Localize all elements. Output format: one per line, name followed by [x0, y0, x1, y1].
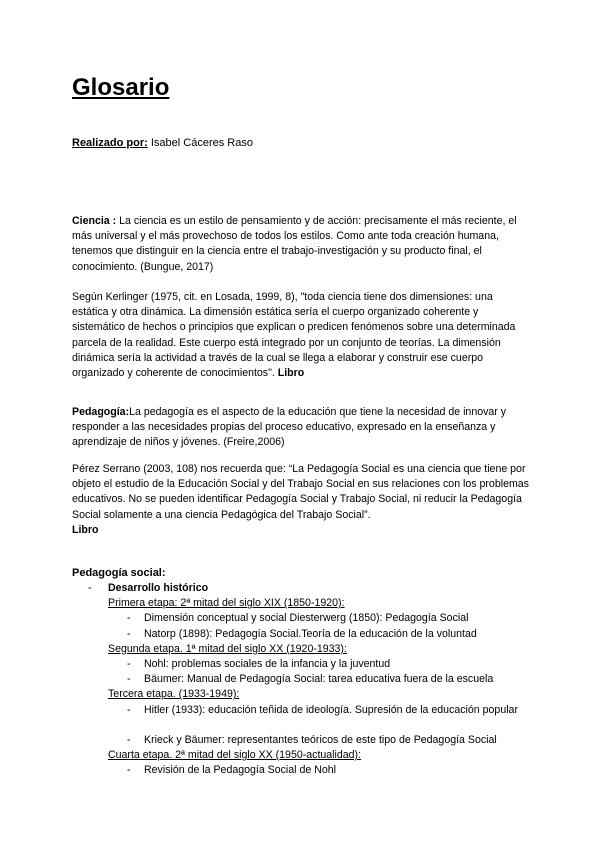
ciencia-quote-text: Según Kerlinger (1975, cit. en Losada, 1999, 8), "toda ciencia tiene dos dimensiones: una estática y otra dinámica. La dimensión estática sería el cuerpo organizado coherente y sistemático de hechos o principios que explican o predicen fenómenos sobre una determinada parcela de la realidad. Este cuerpo está integrado por un conjunto de teorías. La dimensión dinámica sería la actividad a través de la cual se llega a elaborar y construir ese cuerpo organizado y coherente de conocimientos". — [72, 291, 516, 380]
historical-development-heading: Desarrollo histórico — [108, 582, 209, 594]
pedagogia-definition-text: La pedagogía es el aspecto de la educación que tiene la necesidad de innovar y responder a las necesidades propias del proceso educativo, expresado en la enseñanza y aprendizaje de niños y jóvenes. (Freire,2006) — [72, 406, 507, 449]
stage-title: Primera etapa: 2ª mitad del siglo XIX (1850-1920): — [108, 597, 345, 610]
ciencia-quote — [72, 290, 532, 381]
list-dash: - — [127, 612, 131, 625]
author-label: Realizado por: — [72, 137, 148, 149]
list-item: - Nohl: problemas sociales de la infancia y la juventud — [72, 657, 542, 672]
ciencia-definition — [72, 214, 532, 275]
stage-title: Segunda etapa. 1ª mitad del siglo XX (1920-1933): — [108, 642, 347, 655]
list-dash: - — [127, 627, 131, 640]
pedagogia-quote — [72, 462, 532, 538]
stage-title: Tercera etapa. (1933-1949): — [108, 688, 240, 701]
list-dash: - — [127, 657, 131, 670]
pedagogia-definition — [72, 405, 532, 451]
stage-title: Cuarta etapa. 2ª mitad del siglo XX (1950-actualidad): — [108, 749, 362, 762]
list-dash: - — [127, 703, 131, 716]
list-dash: - — [127, 673, 131, 686]
pedagogia-quote-text: Pérez Serrano (2003, 108) nos recuerda que: “La Pedagogía Social es una ciencia que tiene por objeto el estudio de la Educación Social y del Trabajo Social en sus relaciones con los problemas educativos. No se pueden identificar Pedagogía Social y Trabajo Social, ni reducir la Pedagogía Social solamente a una ciencia Pedagógica del Trabajo Social”. — [72, 463, 529, 521]
list-heading-row — [72, 581, 542, 596]
pedagogia-social-term: Pedagogía social: — [72, 567, 166, 579]
list-dash: - — [127, 764, 131, 777]
author-line — [72, 136, 253, 150]
ciencia-source: Libro — [274, 367, 305, 380]
list-item: - Revisión de la Pedagogía Social de Nohl — [72, 763, 542, 778]
list-item: - Krieck y Bäumer: representantes teóricos de este tipo de Pedagogía Social — [72, 733, 542, 748]
ciencia-term: Ciencia : — [72, 215, 117, 227]
pedagogia-term: Pedagogía: — [72, 406, 130, 418]
list-dash: - — [88, 582, 92, 594]
historical-development-list — [72, 581, 542, 778]
list-item: - Hitler (1933): educación teñida de ideología. Supresión de la educación popular — [72, 703, 542, 733]
author-name: Isabel Cáceres Raso — [147, 137, 253, 149]
document-title: Glosario — [72, 74, 170, 101]
list-dash: - — [127, 733, 131, 746]
pedagogia-source: Libro — [72, 523, 99, 536]
ciencia-definition-text: La ciencia es un estilo de pensamiento y de acción: precisamente el más reciente, el más universal y el más provechoso de todos los estilos. Como ante toda creación humana, tenemos que distinguir en la ciencia entre el trabajo-investigación y su producto final, el conocimiento. (Bungue, 2017) — [72, 215, 517, 273]
list-item: - Bäumer: Manual de Pedagogía Social: tarea educativa fuera de la escuela — [72, 672, 542, 687]
list-item: - Natorp (1898): Pedagogía Social.Teoría de la educación de la voluntad — [72, 627, 542, 642]
list-item: - Dimensión conceptual y social Diesterwerg (1850): Pedagogía Social — [72, 611, 542, 626]
